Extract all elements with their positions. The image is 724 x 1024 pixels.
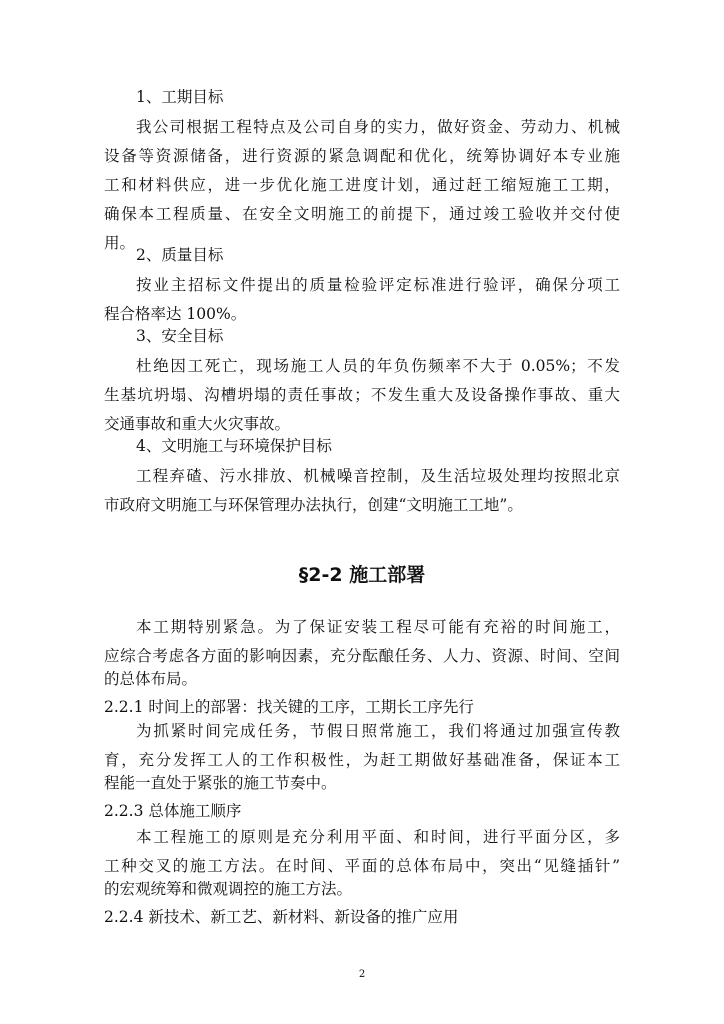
paragraph-line: 交通事故和重大火灾事故。 xyxy=(104,415,291,433)
paragraph-line: 本工期特别紧急。为了保证安装工程尽可能有充裕的时间施工， xyxy=(136,618,620,636)
paragraph-line: 的宏观统筹和微观调控的施工方法。 xyxy=(104,880,353,898)
paragraph-line: 我公司根据工程特点及公司自身的实力，做好资金、劳动力、机械 xyxy=(136,118,620,136)
paragraph-line: 市政府文明施工与环保管理办法执行，创建“文明施工工地”。 xyxy=(104,496,523,514)
paragraph-line: 程能一直处于紧张的施工节奏中。 xyxy=(104,774,337,792)
paragraph-line: 为抓紧时间完成任务，节假日照常施工，我们将通过加强宣传教 xyxy=(136,722,620,740)
subsection-heading-2-2-3: 2.2.3 总体施工顺序 xyxy=(104,802,242,820)
paragraph-line: 应综合考虑各方面的影响因素，充分酝酿任务、人力、资源、时间、空间 xyxy=(104,647,620,665)
paragraph-line: 按业主招标文件提出的质量检验评定标准进行验评，确保分项工 xyxy=(136,276,620,294)
goal-heading-schedule: 1、工期目标 xyxy=(136,88,224,106)
paragraph-line: 杜绝因工死亡，现场施工人员的年负伤频率不大于 0.05%；不发 xyxy=(136,357,620,375)
paragraph-line: 育，充分发挥工人的工作积极性，为赶工期做好基础准备，保证本工 xyxy=(104,751,620,769)
goal-heading-safety: 3、安全目标 xyxy=(136,327,224,345)
goal-heading-civilized-construction: 4、文明施工与环境保护目标 xyxy=(136,437,332,455)
paragraph-line: 本工程施工的原则是充分利用平面、和时间，进行平面分区，多 xyxy=(136,828,620,846)
paragraph-line: 生基坑坍塌、沟槽坍塌的责任事故；不发生重大及设备操作事故、重大 xyxy=(104,386,620,404)
subsection-heading-2-2-1: 2.2.1 时间上的部署：找关键的工序，工期长工序先行 xyxy=(104,698,474,716)
page-number: 2 xyxy=(358,969,366,980)
goal-heading-quality: 2、质量目标 xyxy=(136,246,224,264)
paragraph-line: 程合格率达 100%。 xyxy=(104,305,247,323)
paragraph-line: 工程弃碴、污水排放、机械噪音控制，及生活垃圾处理均按照北京 xyxy=(136,467,620,485)
paragraph-line: 的总体布局。 xyxy=(104,670,198,688)
paragraph-line: 确保本工程质量、在安全文明施工的前提下，通过竣工验收并交付使 xyxy=(104,205,620,223)
paragraph-line: 工种交叉的施工方法。在时间、平面的总体布局中，突出“见缝插针” xyxy=(104,857,620,875)
paragraph-line: 用。 xyxy=(104,234,136,252)
subsection-heading-2-2-4: 2.2.4 新技术、新工艺、新材料、新设备的推广应用 xyxy=(104,908,459,926)
paragraph-line: 工和材料供应，进一步优化施工进度计划，通过赶工缩短施工工期， xyxy=(104,176,620,194)
section-title: §2-2 施工部署 xyxy=(298,564,426,586)
paragraph-line: 设备等资源储备，进行资源的紧急调配和优化，统筹协调好本专业施 xyxy=(104,147,620,165)
